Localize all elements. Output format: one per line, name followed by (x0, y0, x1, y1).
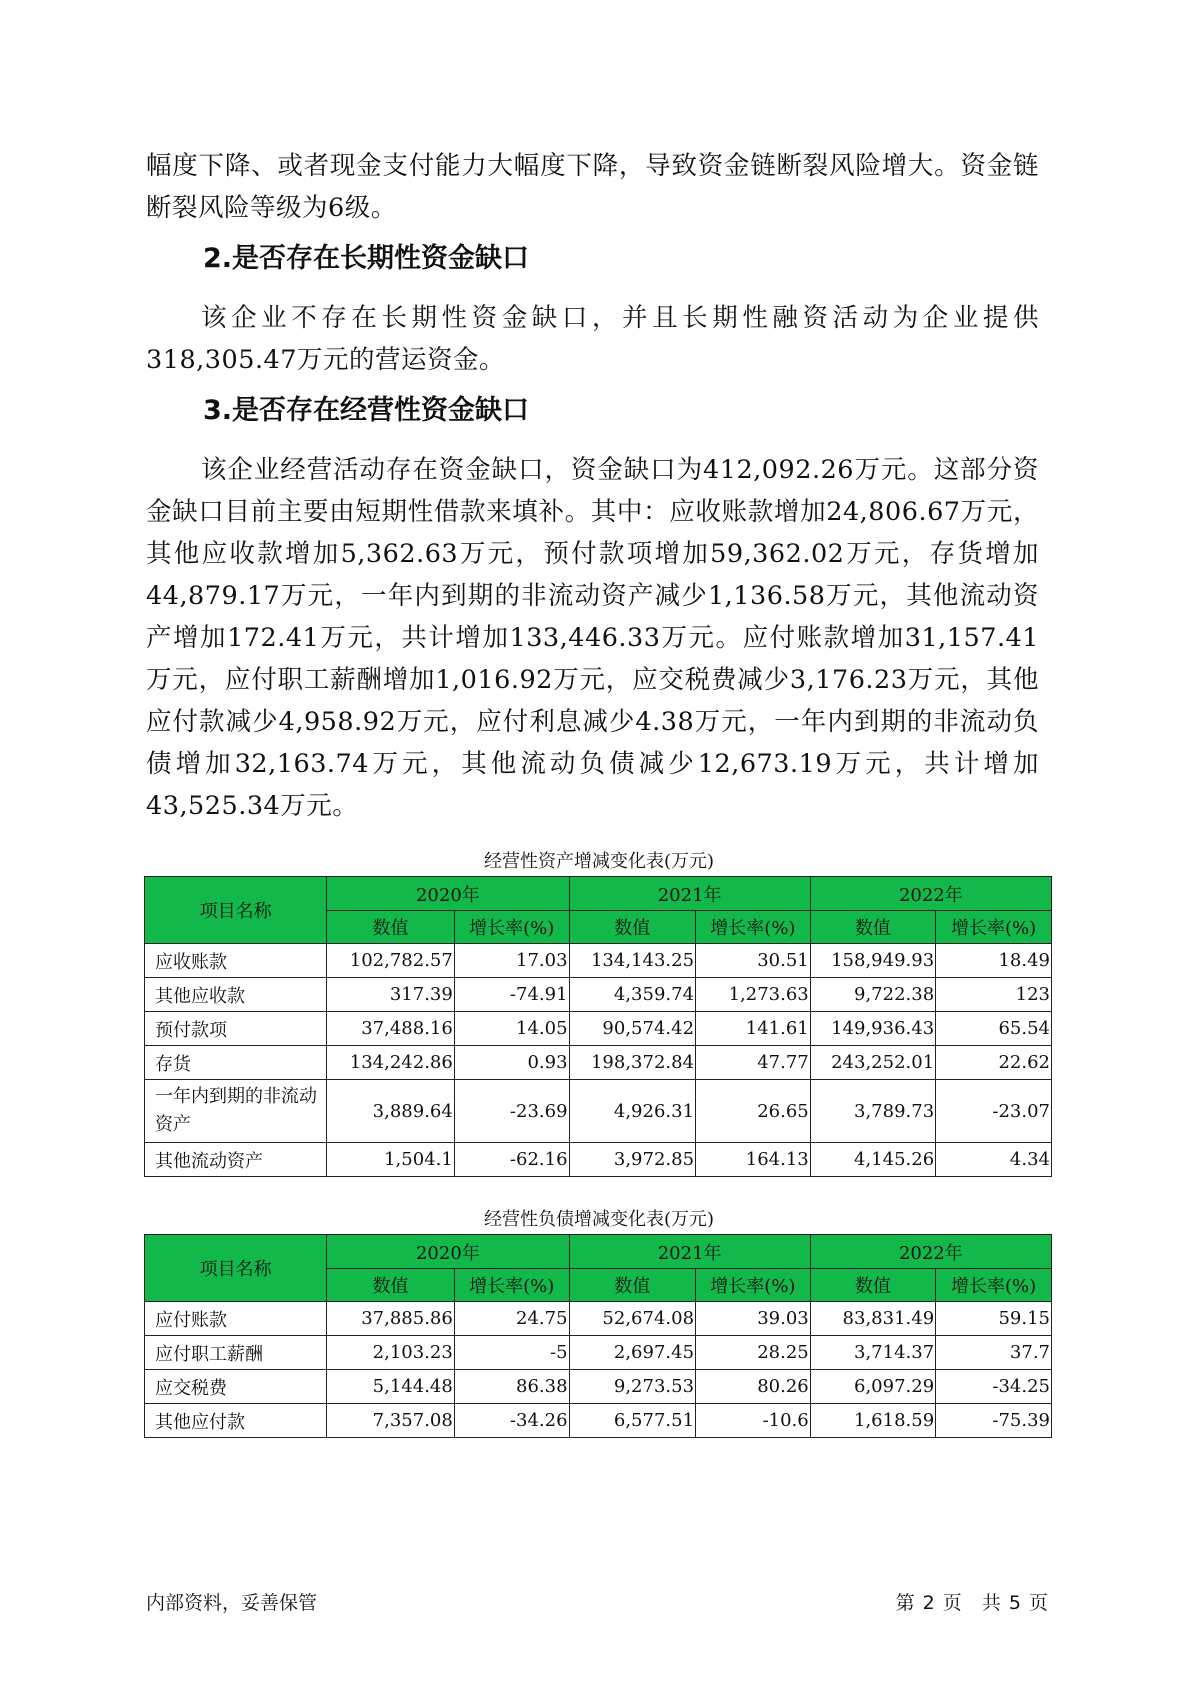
cell-value: 149,936.43 (810, 1012, 935, 1046)
heading-operating-gap: 3.是否存在经营性资金缺口 (203, 395, 530, 426)
cell-value: 52,674.08 (569, 1302, 696, 1336)
table-row (145, 1143, 1052, 1177)
header-year: 2021年 (569, 877, 810, 911)
cell-value: 90,574.42 (569, 1012, 696, 1046)
table-row (145, 1012, 1052, 1046)
cell-value: 37,488.16 (327, 1012, 455, 1046)
table-row (145, 1046, 1052, 1080)
row-item-name: 应交税费 (145, 1370, 327, 1404)
footer-confidential-note: 内部资料，妥善保管 (146, 1592, 318, 1614)
cell-growth-rate: -23.69 (454, 1080, 569, 1143)
cell-value: 4,926.31 (569, 1080, 696, 1143)
table-row (145, 944, 1052, 978)
cell-growth-rate: 123 (936, 978, 1052, 1012)
header-value: 数值 (327, 1269, 455, 1302)
header-value: 数值 (569, 911, 696, 944)
cell-value: 2,103.23 (327, 1336, 455, 1370)
row-item-name: 其他应付款 (145, 1404, 327, 1438)
footer-page-number (892, 1588, 1052, 1615)
cell-growth-rate: 28.25 (696, 1336, 811, 1370)
cell-growth-rate: 0.93 (454, 1046, 569, 1080)
assets-change-table (144, 876, 1052, 1177)
table-row (145, 1080, 1052, 1143)
cell-growth-rate: 4.34 (936, 1143, 1052, 1177)
cell-growth-rate: -62.16 (454, 1143, 569, 1177)
cell-value: 317.39 (327, 978, 455, 1012)
table-row (145, 1302, 1052, 1336)
cell-value: 2,697.45 (569, 1336, 696, 1370)
liabilities-change-table (144, 1234, 1052, 1438)
header-growth-rate: 增长率(%) (936, 1269, 1052, 1302)
cell-growth-rate: 14.05 (454, 1012, 569, 1046)
cell-value: 134,242.86 (327, 1046, 455, 1080)
cell-value: 1,504.1 (327, 1143, 455, 1177)
header-item-name: 项目名称 (145, 1235, 327, 1302)
cell-growth-rate: 18.49 (936, 944, 1052, 978)
cell-value: 4,145.26 (810, 1143, 935, 1177)
table-liabilities-caption: 经营性负债增减变化表(万元) (483, 1209, 715, 1230)
header-growth-rate: 增长率(%) (454, 1269, 569, 1302)
header-year: 2022年 (810, 1235, 1051, 1269)
row-item-name: 其他流动资产 (145, 1143, 327, 1177)
header-item-name: 项目名称 (145, 877, 327, 944)
cell-growth-rate: 22.62 (936, 1046, 1052, 1080)
header-year: 2020年 (327, 1235, 569, 1269)
header-year: 2022年 (810, 877, 1051, 911)
cell-value: 1,618.59 (810, 1404, 935, 1438)
cell-growth-rate: 17.03 (454, 944, 569, 978)
cell-value: 3,972.85 (569, 1143, 696, 1177)
table-row (145, 978, 1052, 1012)
cell-value: 5,144.48 (327, 1370, 455, 1404)
cell-growth-rate: 39.03 (696, 1302, 811, 1336)
header-year: 2020年 (327, 877, 569, 911)
cell-growth-rate: 86.38 (454, 1370, 569, 1404)
cell-growth-rate: 30.51 (696, 944, 811, 978)
header-growth-rate: 增长率(%) (454, 911, 569, 944)
row-item-name: 应收账款 (145, 944, 327, 978)
cell-growth-rate: 164.13 (696, 1143, 811, 1177)
cell-growth-rate: -10.6 (696, 1404, 811, 1438)
cell-growth-rate: 1,273.63 (696, 978, 811, 1012)
paragraph-operating-gap: 该企业经营活动存在资金缺口，资金缺口为412,092.26万元。这部分资金缺口目前主要由短期性借款来填补。其中：应收账款增加24,806.67万元，其他应收款增加5,362.63万元，预付款项增加59,362.02万元，存货增加44,879.17万元，一年内到期的非流动资产减少1,136.58万元，其他流动资产增加172.41万元，共计增加133,446.33万元。应付账款增加31,157.41万元，应付职工薪酬增加1,016.92万元，应交税费减少3,176.23万元，其他应付款减少4,958.92万元，应付利息减少4.38万元，一年内到期的非流动负债增加32,163.74万元，其他流动负债减少12,673.19万元，共计增加43,525.34万元。 (146, 455, 1039, 821)
header-growth-rate: 增长率(%) (696, 1269, 811, 1302)
paragraph-long-term-gap: 该企业不存在长期性资金缺口，并且长期性融资活动为企业提供318,305.47万元的营运资金。 (146, 303, 1039, 375)
heading-long-term-gap: 2.是否存在长期性资金缺口 (203, 243, 530, 274)
cell-growth-rate: 80.26 (696, 1370, 811, 1404)
total-unit: 页 (1028, 1592, 1048, 1614)
row-item-name: 其他应收款 (145, 978, 327, 1012)
cell-value: 198,372.84 (569, 1046, 696, 1080)
cell-value: 3,889.64 (327, 1080, 455, 1143)
cell-value: 83,831.49 (810, 1302, 935, 1336)
cell-value: 158,949.93 (810, 944, 935, 978)
row-item-name: 预付款项 (145, 1012, 327, 1046)
cell-value: 37,885.86 (327, 1302, 455, 1336)
cell-growth-rate: 37.7 (936, 1336, 1052, 1370)
row-item-name: 应付账款 (145, 1302, 327, 1336)
table-row (145, 1336, 1052, 1370)
cell-growth-rate: -74.91 (454, 978, 569, 1012)
page-current: 2 (922, 1592, 935, 1614)
cell-growth-rate: 26.65 (696, 1080, 811, 1143)
row-item-name: 一年内到期的非流动资产 (145, 1080, 327, 1143)
table-row (145, 1370, 1052, 1404)
page-prefix: 第 (895, 1592, 915, 1614)
cell-value: 9,273.53 (569, 1370, 696, 1404)
cell-growth-rate: 65.54 (936, 1012, 1052, 1046)
cell-value: 9,722.38 (810, 978, 935, 1012)
header-growth-rate: 增长率(%) (696, 911, 811, 944)
cell-growth-rate: -75.39 (936, 1404, 1052, 1438)
row-item-name: 存货 (145, 1046, 327, 1080)
page-total: 5 (1008, 1592, 1021, 1614)
header-year: 2021年 (569, 1235, 810, 1269)
table-row (145, 1404, 1052, 1438)
cell-value: 102,782.57 (327, 944, 455, 978)
cell-growth-rate: -23.07 (936, 1080, 1052, 1143)
paragraph-risk-level: 幅度下降、或者现金支付能力大幅度下降，导致资金链断裂风险增大。资金链断裂风险等级为6级。 (146, 151, 1039, 223)
cell-value: 6,097.29 (810, 1370, 935, 1404)
cell-value: 4,359.74 (569, 978, 696, 1012)
cell-value: 243,252.01 (810, 1046, 935, 1080)
cell-value: 134,143.25 (569, 944, 696, 978)
cell-value: 7,357.08 (327, 1404, 455, 1438)
header-value: 数值 (327, 911, 455, 944)
cell-growth-rate: 59.15 (936, 1302, 1052, 1336)
cell-growth-rate: -5 (454, 1336, 569, 1370)
cell-value: 3,714.37 (810, 1336, 935, 1370)
cell-growth-rate: 141.61 (696, 1012, 811, 1046)
cell-value: 6,577.51 (569, 1404, 696, 1438)
header-growth-rate: 增长率(%) (936, 911, 1052, 944)
cell-growth-rate: 24.75 (454, 1302, 569, 1336)
cell-value: 3,789.73 (810, 1080, 935, 1143)
row-item-name: 应付职工薪酬 (145, 1336, 327, 1370)
header-value: 数值 (810, 1269, 935, 1302)
cell-growth-rate: 47.77 (696, 1046, 811, 1080)
cell-growth-rate: -34.26 (454, 1404, 569, 1438)
page-unit: 页 (942, 1592, 962, 1614)
header-value: 数值 (810, 911, 935, 944)
total-prefix: 共 (981, 1592, 1001, 1614)
cell-growth-rate: -34.25 (936, 1370, 1052, 1404)
table-assets-caption: 经营性资产增减变化表(万元) (483, 851, 715, 872)
header-value: 数值 (569, 1269, 696, 1302)
